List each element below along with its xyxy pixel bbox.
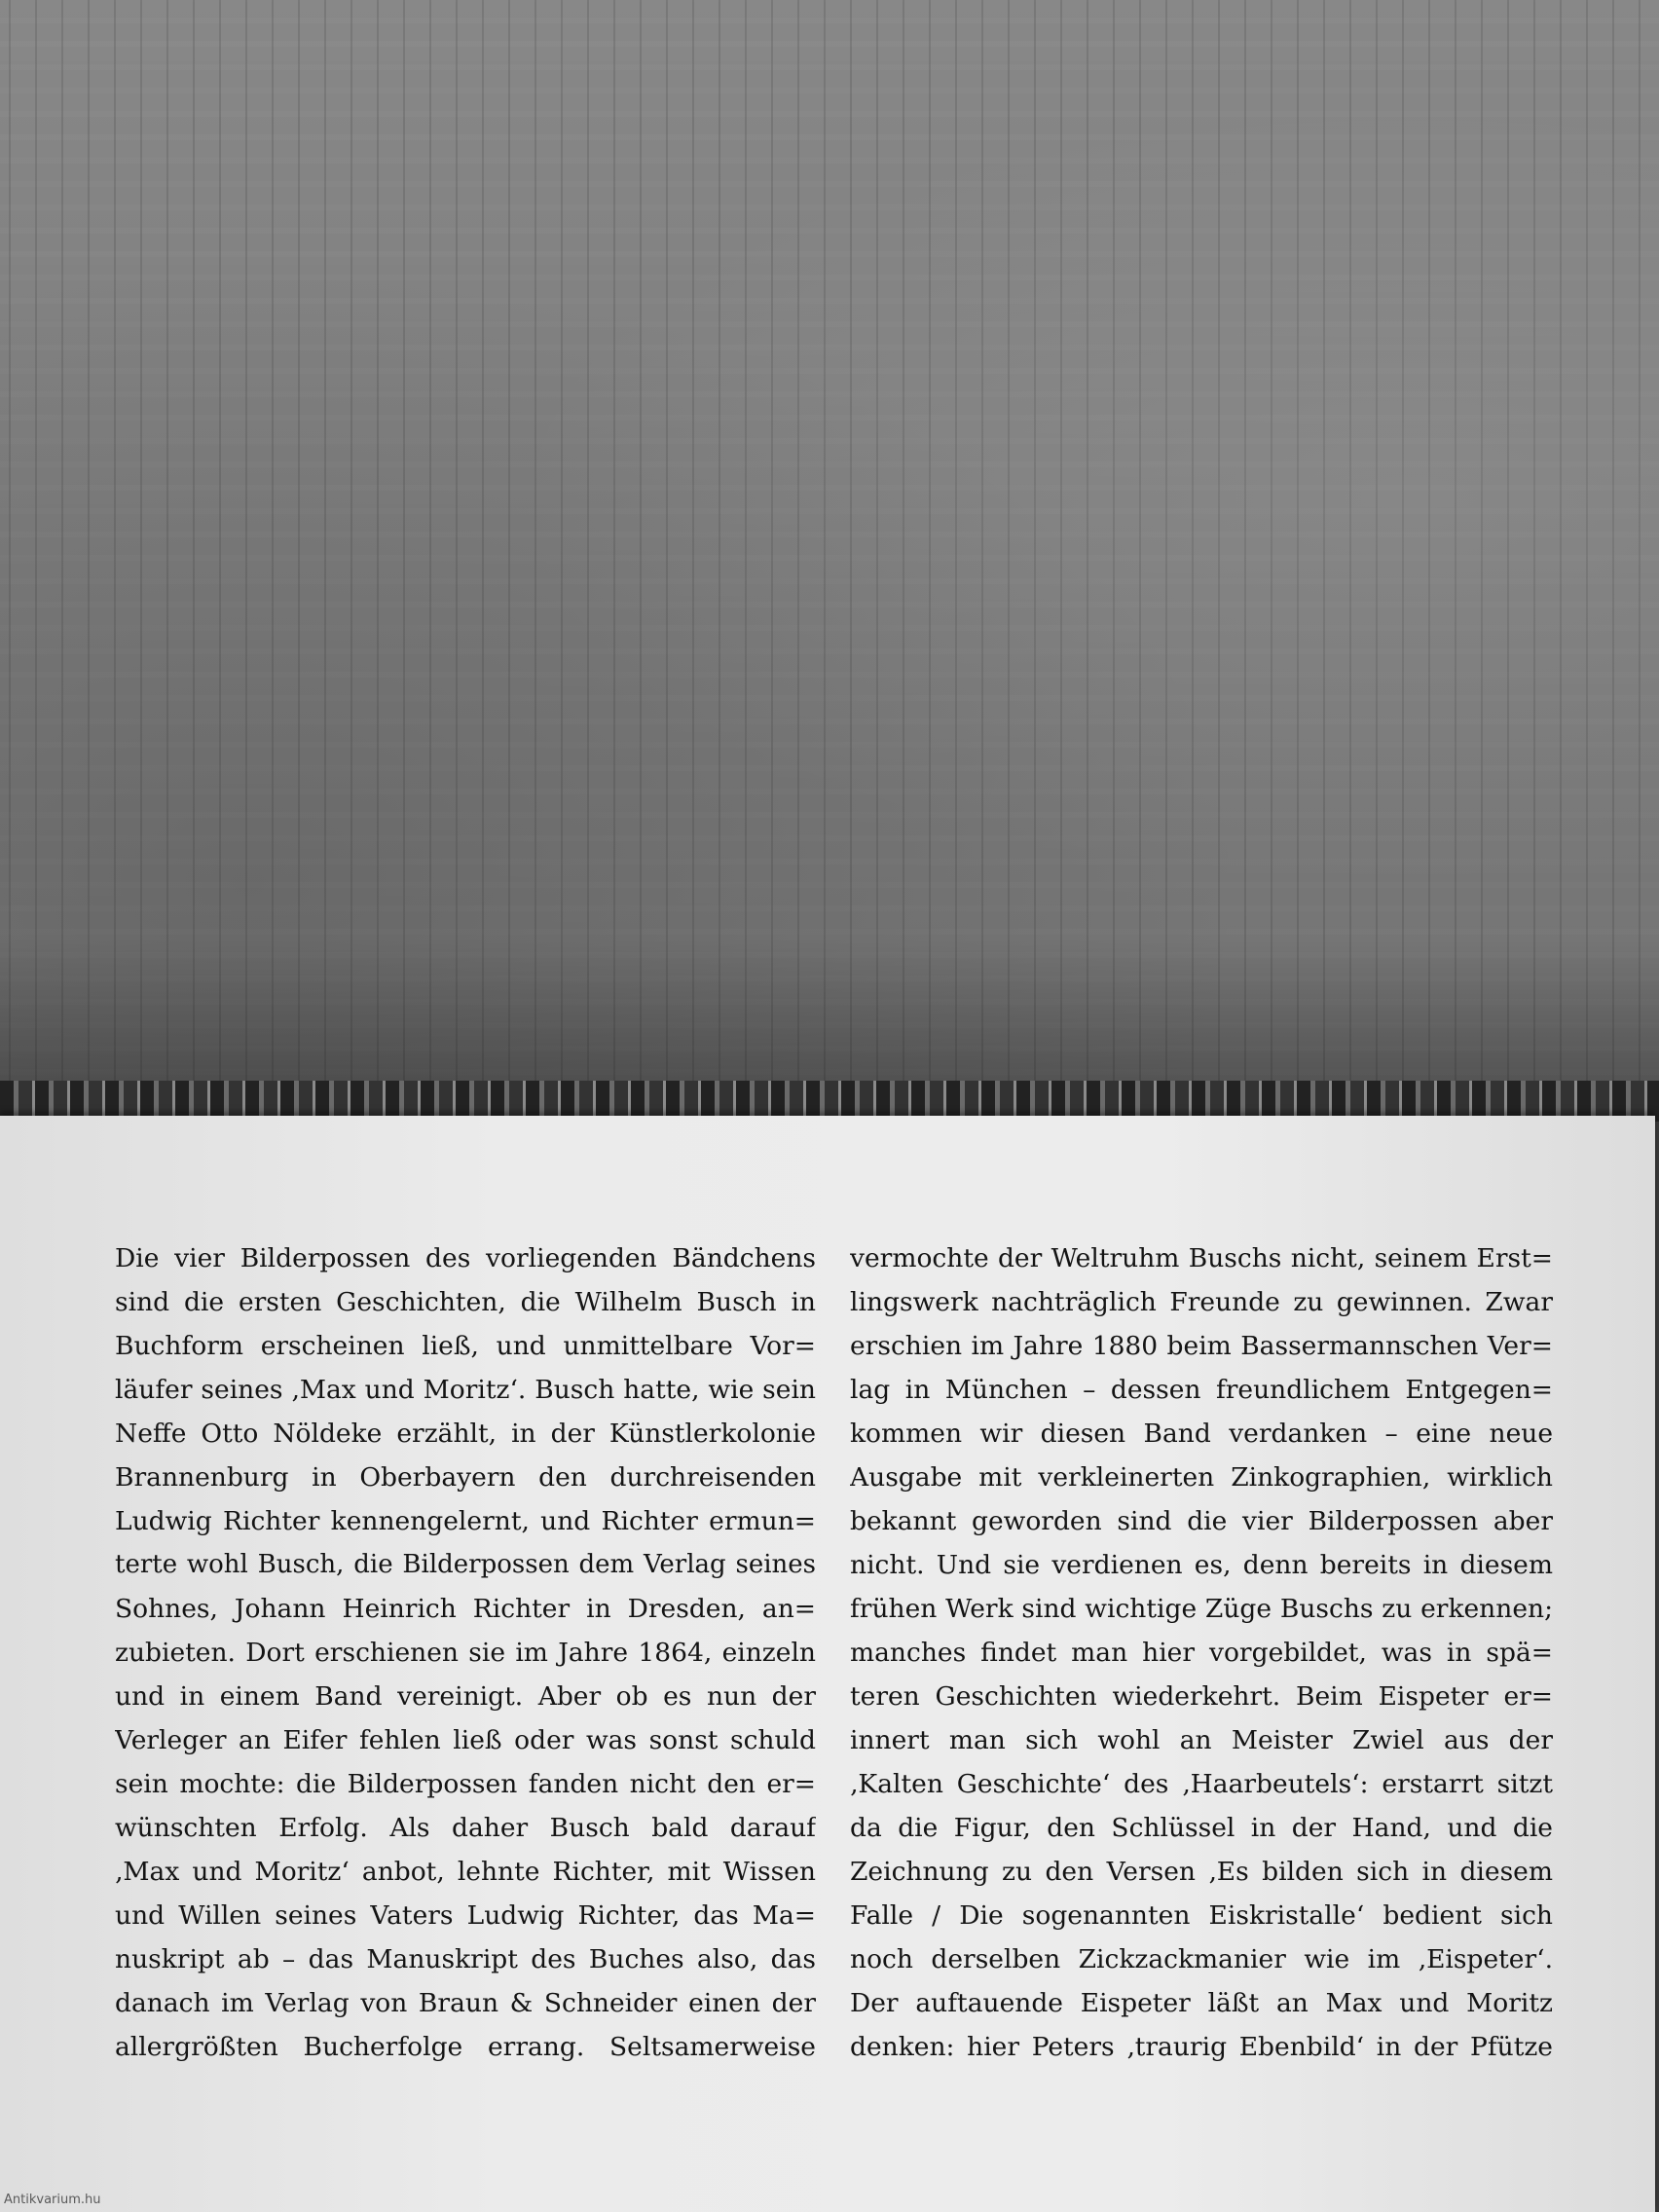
text-line: Ausgabe mit verkleinerten Zinkographien, wirklich — [850, 1462, 1553, 1493]
text-line: zubieten. Dort erschienen sie im Jahre 1864, einzeln — [115, 1638, 816, 1668]
text-line: manches findet man hier vorgebildet, was in spä= — [850, 1638, 1553, 1668]
text-line: erschien im Jahre 1880 beim Bassermannschen Ver= — [850, 1331, 1553, 1361]
text-line: noch derselben Zickzackmanier wie im ‚Eispeter‘. — [850, 1944, 1553, 1974]
watermark: Antikvarium.hu — [4, 2193, 101, 2207]
text-line: Ludwig Richter kennengelernt, und Richter ermun= — [115, 1506, 816, 1536]
text-line: vermochte der Weltruhm Buschs nicht, seinem Erst= — [850, 1243, 1553, 1273]
text-line: sein mochte: die Bilderpossen fanden nicht den er= — [115, 1769, 816, 1799]
text-line: wünschten Erfolg. Als daher Busch bald darauf — [115, 1813, 816, 1843]
text-line: Falle / Die sogenannten Eiskristalle‘ bedient sich — [850, 1900, 1553, 1931]
text-line: nicht. Und sie verdienen es, denn bereits in diesem — [850, 1550, 1553, 1580]
text-line: ‚Max und Moritz‘ anbot, lehnte Richter, mit Wissen — [115, 1857, 816, 1887]
text-line: bekannt geworden sind die vier Bilderpossen aber — [850, 1506, 1553, 1536]
text-line: sind die ersten Geschichten, die Wilhelm Busch in — [115, 1287, 816, 1317]
text-line: Neffe Otto Nöldeke erzählt, in der Künstlerkolonie — [115, 1419, 816, 1449]
text-line: innert man sich wohl an Meister Zwiel aus der — [850, 1725, 1553, 1755]
text-line: lag in München – dessen freundlichem Entgegen= — [850, 1375, 1553, 1405]
text-line: da die Figur, den Schlüssel in der Hand, und die — [850, 1813, 1553, 1843]
text-line: Der auftauende Eispeter läßt an Max und Moritz — [850, 1988, 1553, 2018]
text-line: Zeichnung zu den Versen ‚Es bilden sich in diesem — [850, 1857, 1553, 1887]
text-line: lingswerk nachträglich Freunde zu gewinnen. Zwar — [850, 1287, 1553, 1317]
text-line: nuskript ab – das Manuskript des Buches also, das — [115, 1944, 816, 1974]
text-line: ‚Kalten Geschichte‘ des ‚Haarbeutels‘: erstarrt sitzt — [850, 1769, 1553, 1799]
text-line: allergrößten Bucherfolge errang. Seltsamerweise — [115, 2032, 816, 2062]
text-line: Brannenburg in Oberbayern den durchreisenden — [115, 1462, 816, 1493]
text-line: danach im Verlag von Braun & Schneider einen der — [115, 1988, 816, 2018]
text-line: frühen Werk sind wichtige Züge Buschs zu erkennen; — [850, 1594, 1553, 1624]
text-line: teren Geschichten wiederkehrt. Beim Eispeter er= — [850, 1681, 1553, 1712]
endpaper — [0, 0, 1659, 1105]
text-line: denken: hier Peters ‚traurig Ebenbild‘ in der Pfütze — [850, 2032, 1553, 2062]
text-line: Verleger an Eifer fehlen ließ oder was sonst schuld — [115, 1725, 816, 1755]
text-line: terte wohl Busch, die Bilderpossen dem Verlag seines — [115, 1550, 816, 1579]
text-column-left — [115, 1236, 816, 2069]
text-line: läufer seines ‚Max und Moritz‘. Busch hatte, wie sein — [115, 1375, 816, 1405]
text-line: kommen wir diesen Band verdanken – eine neue — [850, 1419, 1553, 1449]
text-column-right — [850, 1236, 1553, 2069]
text-line: Die vier Bilderpossen des vorliegenden Bändchens — [115, 1243, 816, 1273]
text-line: und in einem Band vereinigt. Aber ob es nun der — [115, 1681, 816, 1712]
text-line: und Willen seines Vaters Ludwig Richter, das Ma= — [115, 1900, 816, 1931]
text-line: Sohnes, Johann Heinrich Richter in Dresden, an= — [115, 1594, 816, 1624]
text-line: Buchform erscheinen ließ, und unmittelbare Vor= — [115, 1331, 816, 1361]
